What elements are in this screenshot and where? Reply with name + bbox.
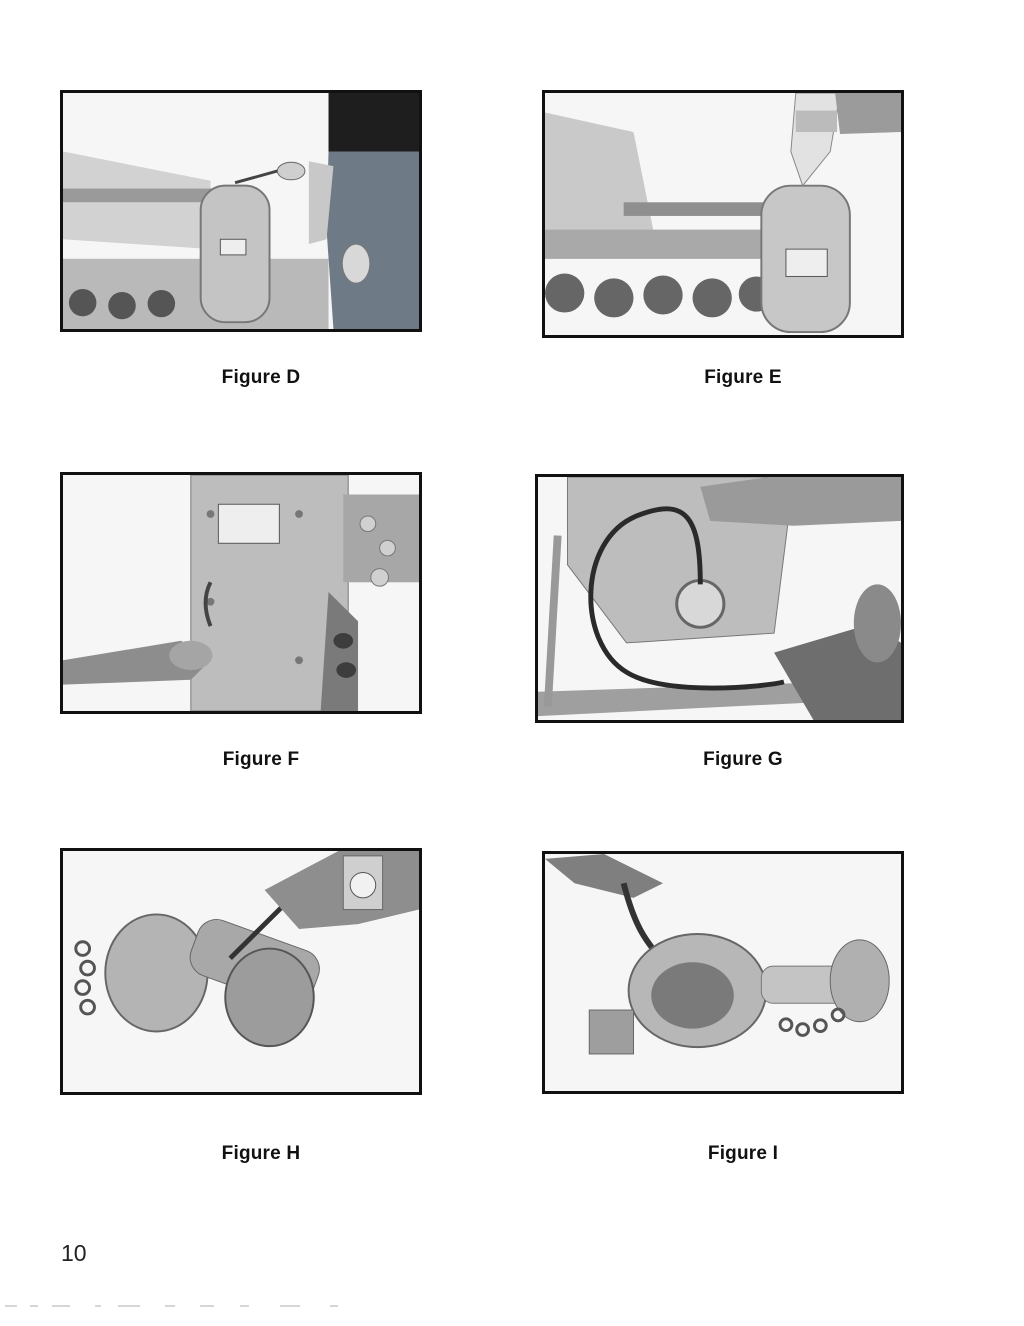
figure-d-photo xyxy=(60,90,422,332)
figure-h-photo xyxy=(60,848,422,1095)
figure-f-photo xyxy=(60,472,422,714)
figure-e-photo xyxy=(542,90,904,338)
figure-i-caption: Figure I xyxy=(707,1143,779,1164)
figure-g-photo xyxy=(535,474,904,723)
figure-h-caption: Figure H xyxy=(221,1143,301,1164)
figure-i-photo xyxy=(542,851,904,1094)
figure-f-caption: Figure F xyxy=(222,749,300,770)
page-number: 10 xyxy=(61,1240,87,1266)
figure-d-caption: Figure D xyxy=(221,367,301,388)
figure-g-caption: Figure G xyxy=(703,749,783,770)
figure-e-caption: Figure E xyxy=(704,367,782,388)
scan-artifact xyxy=(0,1302,380,1310)
